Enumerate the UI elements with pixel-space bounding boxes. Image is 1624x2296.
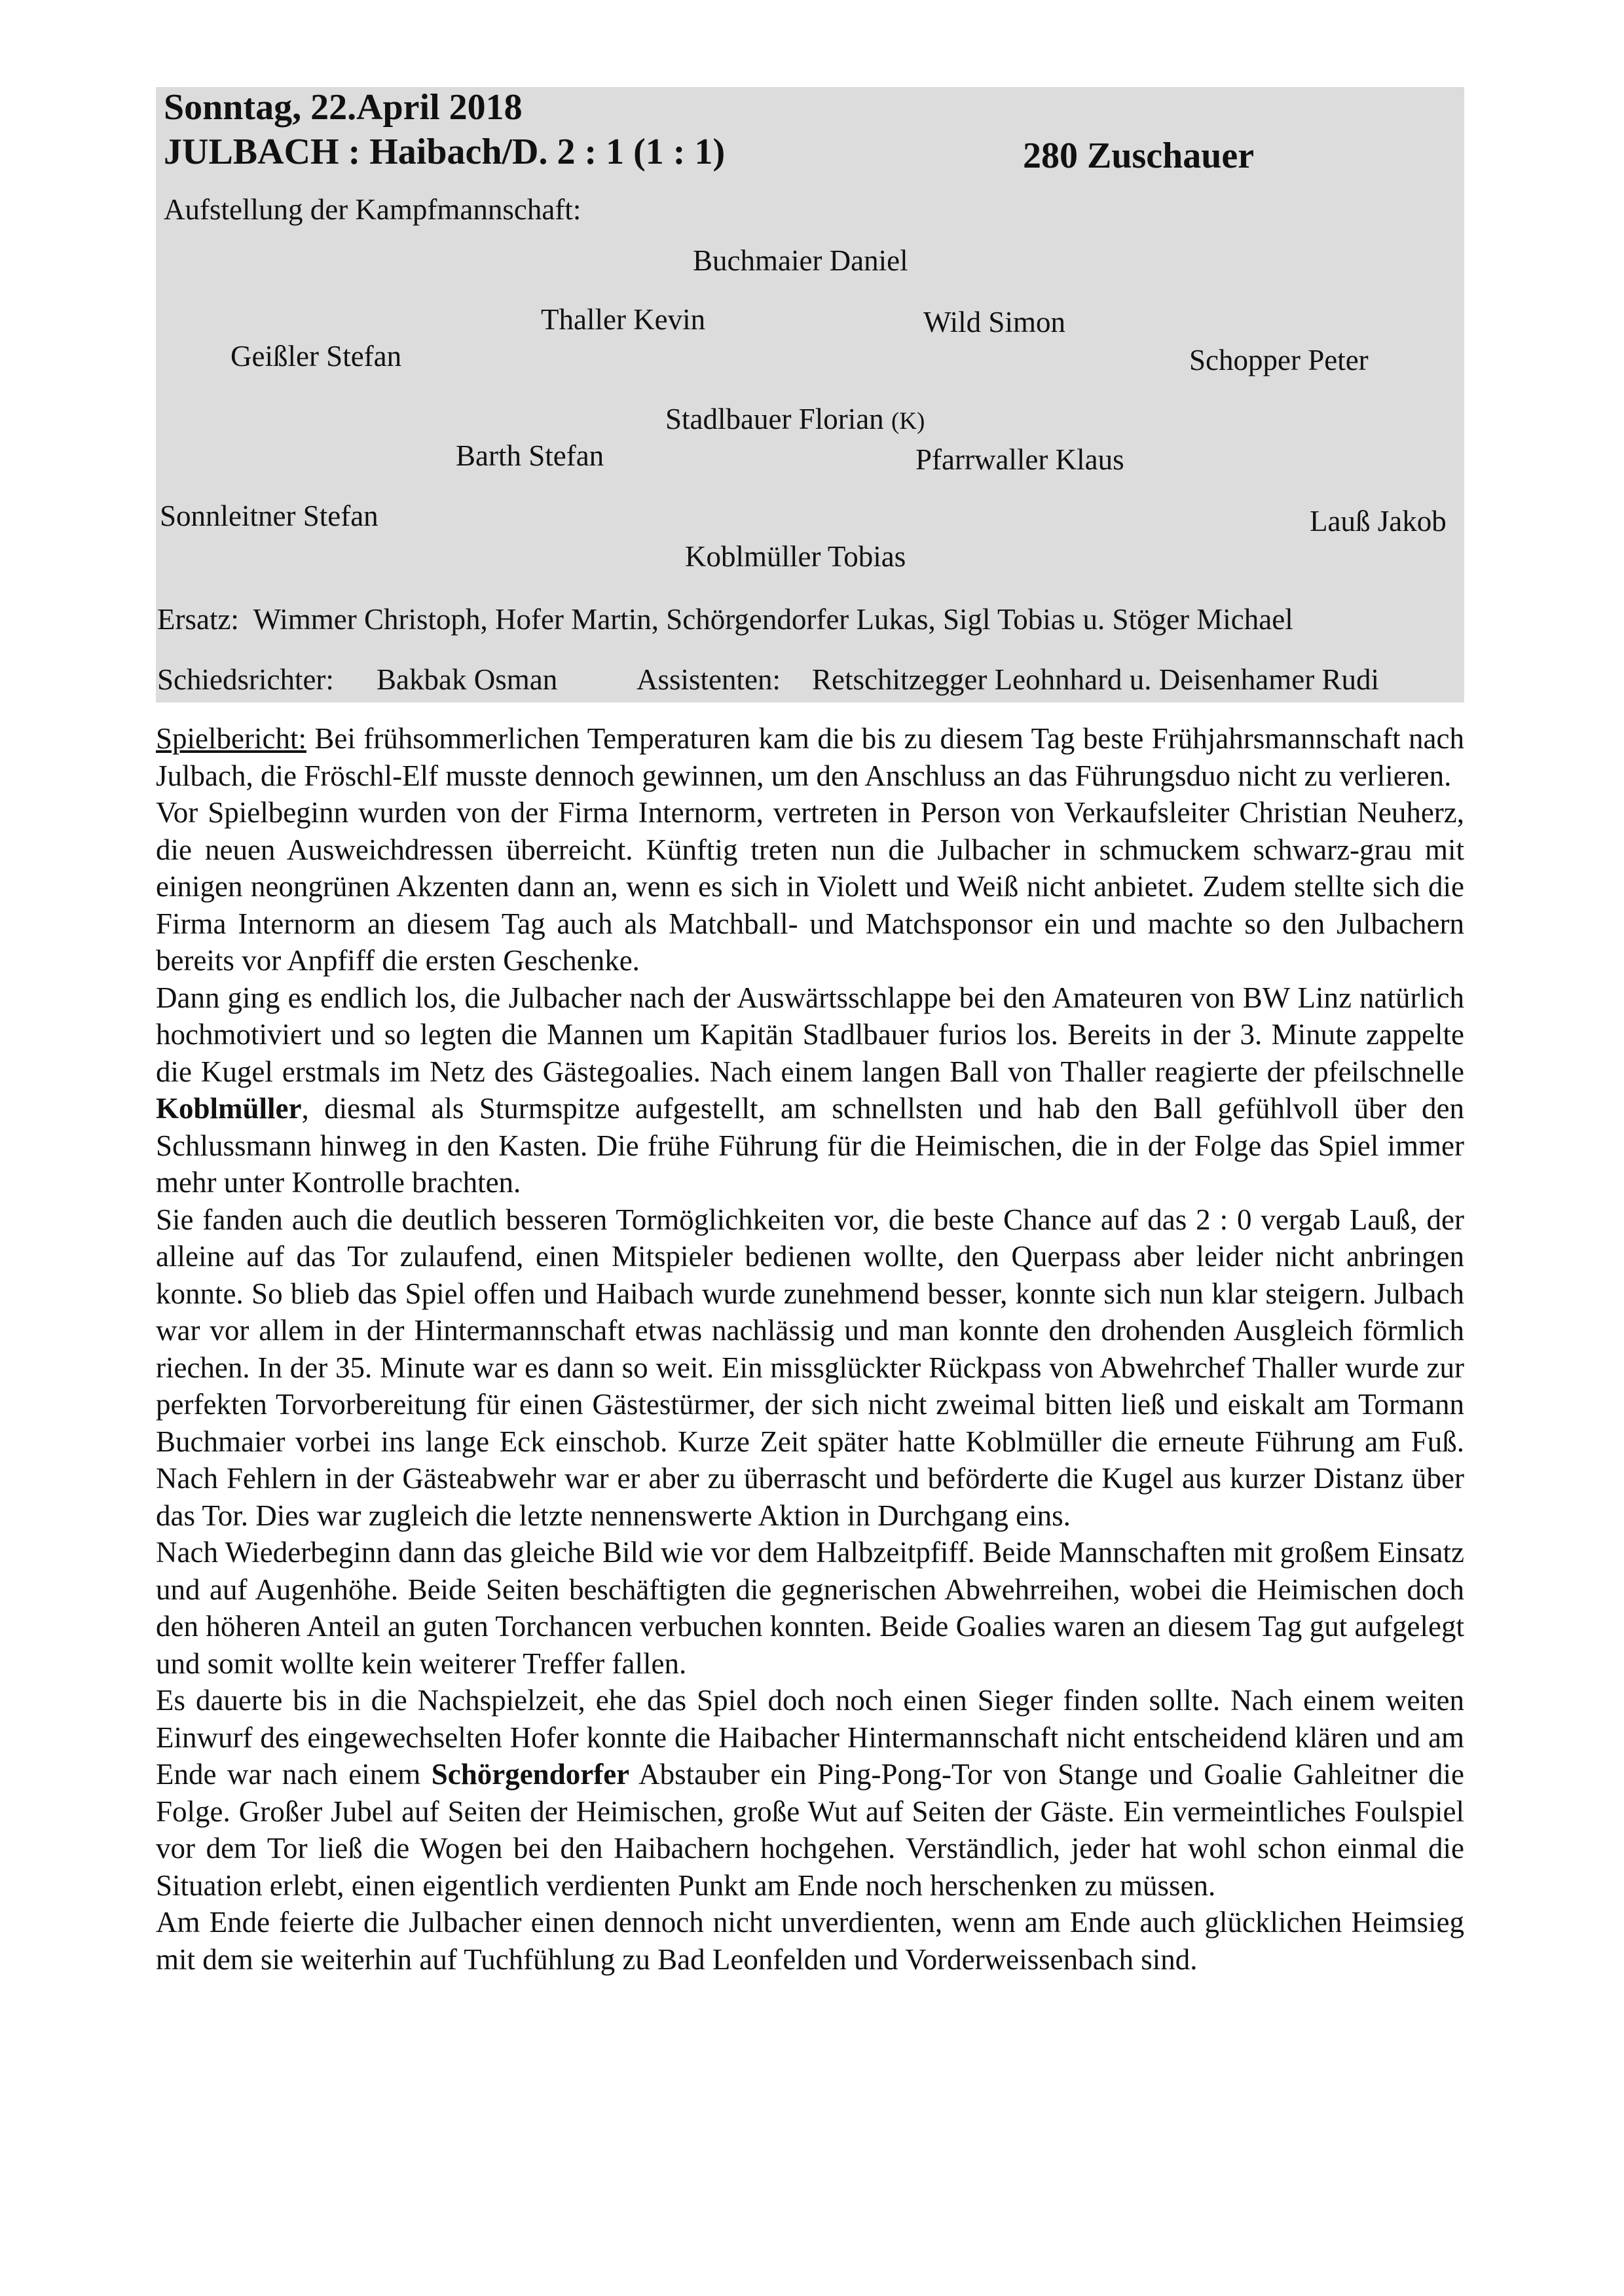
report-paragraph: Vor Spielbeginn wurden von der Firma Internorm, vertreten in Person von Verkaufsleiter Christian Neuherz, die neuen Ausweichdressen überreicht. Künftig treten nun die Julbacher in schmuckem schwarz-grau mit einigen neongrünen Akzenten dann an, wenn es sich in Violett und Weiß nicht anbietet. Zudem stellte sich die Firma Internorm an diesem Tag auch als Matchball- und Matchsponsor ein und machte so den Julbachern bereits vor Anpfiff die ersten Geschenke. [156,796,1464,977]
player-mid-left: Barth Stefan [456,439,604,472]
player-wing-left: Sonnleitner Stefan [160,500,378,532]
referee-label: Schiedsrichter: [157,663,334,696]
report-paragraph: Sie fanden auch die deutlich besseren Tormöglichkeiten vor, die beste Chance auf das 2 : 0 vergab Lauß, der alleine auf das Tor zulaufend, einen Mitspieler bedienen wollte, den Querpass aber leider nicht anbringen konnte. So blieb das Spiel offen und Haibach wurde zunehmend besser, konnte sich nun klar steigern. Julbach war vor allem in der Hintermannschaft etwas nachlässig und man konnte den drohenden Ausgleich förmlich riechen. In der 35. Minute war es dann so weit. Ein missglückter Rückpass von Abwehrchef Thaller wurde zur perfekten Torvorbereitung für einen Gästestürmer, der sich nicht zweimal bitten ließ und eiskalt am Tormann Buchmaier vorbei ins lange Eck einschob. Kurze Zeit später hatte Koblmüller die erneute Führung am Fuß. Nach Fehlern in der Gästeabwehr war er aber zu überrascht und beförderte die Kugel aus kurzer Distanz über das Tor. Dies war zugleich die letzte nennenswerte Aktion in Durchgang eins. [156,1203,1464,1532]
player-wing-right: Lauß Jakob [1310,505,1447,538]
match-date: Sonntag, 22.April 2018 [164,87,523,128]
match-result: JULBACH : Haibach/D. 2 : 1 (1 : 1) [164,132,726,172]
report-paragraph: Dann ging es endlich los, die Julbacher nach der Auswärtsschlappe bei den Amateuren von BW Linz natürlich hochmotiviert und so legten die Mannen um Kapitän Stadlbauer furios los. Bereits in der 3. Minute zappelte die Kugel erstmals im Netz des Gästegoalies. Nach einem langen Ball von Thaller reagierte der pfeilschnelle Koblmüller, diesmal als Sturmspitze aufgestellt, am schnellsten und hab den Ball gefühlvoll über den Schlussmann hinweg in den Kasten. Die frühe Führung für die Heimischen, die in der Folge das Spiel immer mehr unter Kontrolle brachten. [156,981,1464,1199]
substitutes-label: Ersatz: [157,603,239,636]
player-def-left: Geißler Stefan [231,340,402,373]
player-mid-right: Pfarrwaller Klaus [915,443,1124,476]
captain-mark: (K) [891,408,925,435]
scorer-highlight: Schörgendorfer [431,1758,630,1791]
spectators: 280 Zuschauer [1023,136,1255,176]
report-paragraph: Nach Wiederbeginn dann das gleiche Bild wie vor dem Halbzeitpfiff. Beide Mannschaften mit großem Einsatz und auf Augenhöhe. Beide Seiten beschäftigten die gegnerischen Abwehrreihen, wobei die Heimischen doch den höheren Anteil an guten Torchancen verbuchen konnten. Beide Goalies waren an diesem Tag gut aufgelegt und somit wollte kein weiterer Treffer fallen. [156,1536,1464,1680]
player-captain: Stadlbauer Florian (K) [665,403,925,435]
report-paragraph: Es dauerte bis in die Nachspielzeit, ehe das Spiel doch noch einen Sieger finden sollte. Nach einem weiten Einwurf des eingewechselten Hofer konnte die Haibacher Hintermannschaft nicht entscheidend klären und am Ende war nach einem Schörgendorfer Abstauber ein Ping-Pong-Tor von Stange und Goalie Gahleitner die Folge. Großer Jubel auf Seiten der Heimischen, große Wut auf Seiten der Gäste. Ein vermeintliches Foulspiel vor dem Tor ließ die Wogen bei den Haibachern hochgehen. Verständlich, jeder hat wohl schon einmal die Situation erlebt, einen eigentlich verdienten Punkt am Ende noch herschenken zu müssen. [156,1684,1464,1902]
match-report [156,720,1464,1978]
report-paragraph: Am Ende feierte die Julbacher einen dennoch nicht unverdienten, wenn am Ende auch glücklichen Heimsieg mit dem sie weiterhin auf Tuchfühlung zu Bad Leonfelden und Vorderweissenbach sind. [156,1906,1464,1976]
scorer-highlight: Koblmüller [156,1092,302,1125]
player-def-center-left: Thaller Kevin [541,303,706,336]
report-paragraph: Spielbericht: Bei frühsommerlichen Temperaturen kam die bis zu diesem Tag beste Frühjahrsmannschaft nach Julbach, die Fröschl-Elf musste dennoch gewinnen, um den Anschluss an das Führungsduo nicht zu verlieren. [156,722,1464,792]
assistants-names: Retschitzegger Leohnhard u. Deisenhamer Rudi [812,663,1379,696]
report-label: Spielbericht: [156,722,306,755]
assistants-label: Assistenten: [637,663,781,696]
substitutes-names: Wimmer Christoph, Hofer Martin, Schörgendorfer Lukas, Sigl Tobias u. Stöger Michael [253,603,1293,636]
player-striker: Koblmüller Tobias [685,540,906,573]
lineup-title: Aufstellung der Kampfmannschaft: [164,193,581,226]
substitutes [157,602,1293,636]
player-def-right: Schopper Peter [1189,344,1369,376]
player-goalkeeper: Buchmaier Daniel [693,244,908,277]
player-def-center-right: Wild Simon [923,306,1065,338]
referee-name: Bakbak Osman [377,663,558,696]
